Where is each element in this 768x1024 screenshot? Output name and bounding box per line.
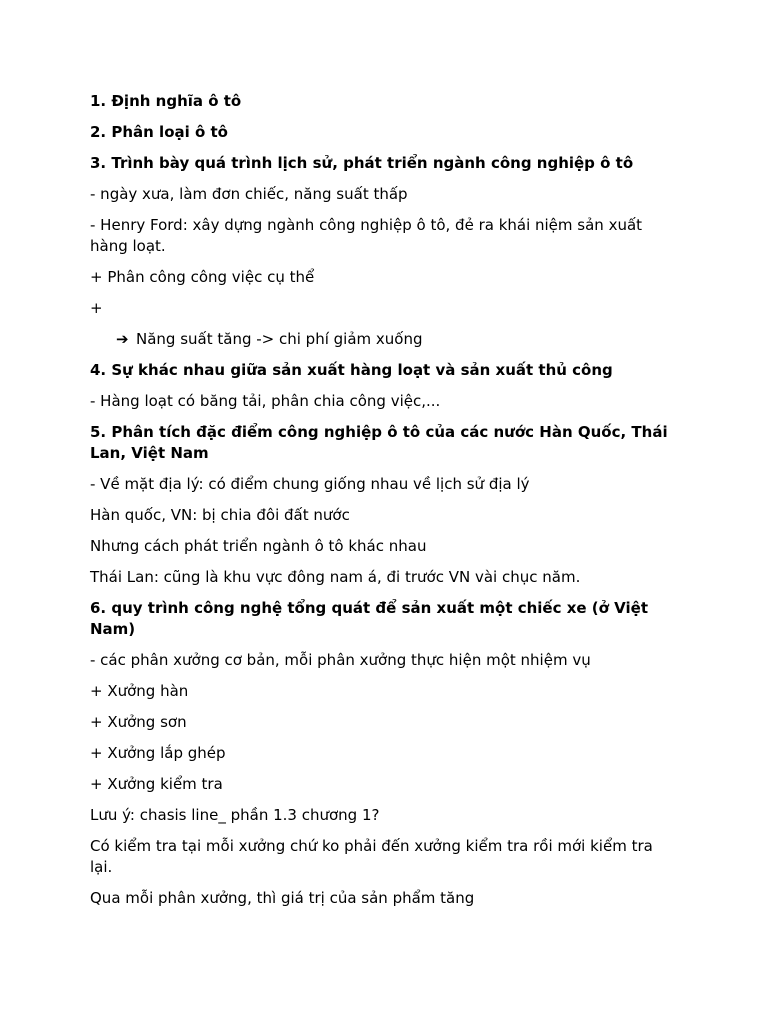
line-text: 5. Phân tích đặc điểm công nghiệp ô tô của các nước Hàn Quốc, Thái Lan, Việt Nam (90, 423, 668, 462)
section-heading (90, 598, 678, 640)
paragraph-line (90, 505, 678, 526)
paragraph-line (90, 298, 678, 319)
line-text: 1. Định nghĩa ô tô (90, 92, 242, 110)
line-text: + (90, 299, 103, 317)
line-text: 2. Phân loại ô tô (90, 123, 228, 141)
line-text: + Xưởng kiểm tra (90, 775, 223, 793)
line-text: + Xưởng lắp ghép (90, 744, 226, 762)
paragraph-line (90, 184, 678, 205)
line-text: - Henry Ford: xây dựng ngành công nghiệp ô tô, đẻ ra khái niệm sản xuất hàng loạt. (90, 216, 643, 255)
paragraph-line (90, 712, 678, 733)
section-heading (90, 153, 678, 174)
line-text: 6. quy trình công nghệ tổng quát để sản xuất một chiếc xe (ở Việt Nam) (90, 599, 648, 638)
line-text: - Hàng loạt có băng tải, phân chia công việc,... (90, 392, 441, 410)
paragraph-line (90, 805, 678, 826)
section-heading (90, 422, 678, 464)
line-text: Qua mỗi phân xưởng, thì giá trị của sản phẩm tăng (90, 889, 475, 907)
line-text: - các phân xưởng cơ bản, mỗi phân xưởng thực hiện một nhiệm vụ (90, 651, 591, 669)
paragraph-line (90, 267, 678, 288)
line-text: Lưu ý: chasis line_ phần 1.3 chương 1? (90, 806, 380, 824)
line-text: + Xưởng sơn (90, 713, 187, 731)
line-text: Thái Lan: cũng là khu vực đông nam á, đi trước VN vài chục năm. (90, 568, 581, 586)
right-arrow-icon: ➔ (116, 330, 129, 348)
line-text: Nhưng cách phát triển ngành ô tô khác nhau (90, 537, 427, 555)
paragraph-line (90, 329, 678, 350)
paragraph-line (90, 567, 678, 588)
paragraph-line (90, 888, 678, 909)
line-text: 3. Trình bày quá trình lịch sử, phát triển ngành công nghiệp ô tô (90, 154, 634, 172)
line-text: + Xưởng hàn (90, 682, 189, 700)
paragraph-line (90, 836, 678, 878)
line-text: Có kiểm tra tại mỗi xưởng chứ ko phải đến xưởng kiểm tra rồi mới kiểm tra lại. (90, 837, 653, 876)
section-heading (90, 122, 678, 143)
section-heading (90, 91, 678, 112)
paragraph-line (90, 215, 678, 257)
paragraph-line (90, 681, 678, 702)
section-heading (90, 360, 678, 381)
document-body (90, 91, 678, 909)
line-text: Năng suất tăng -> chi phí giảm xuống (136, 330, 423, 348)
paragraph-line (90, 474, 678, 495)
line-text: + Phân công công việc cụ thể (90, 268, 315, 286)
line-text: - ngày xưa, làm đơn chiếc, năng suất thấp (90, 185, 408, 203)
paragraph-line (90, 536, 678, 557)
paragraph-line (90, 774, 678, 795)
paragraph-line (90, 391, 678, 412)
line-text: - Về mặt địa lý: có điểm chung giống nhau về lịch sử địa lý (90, 475, 530, 493)
line-text: 4. Sự khác nhau giữa sản xuất hàng loạt và sản xuất thủ công (90, 361, 613, 379)
line-text: Hàn quốc, VN: bị chia đôi đất nước (90, 506, 350, 524)
paragraph-line (90, 743, 678, 764)
paragraph-line (90, 650, 678, 671)
